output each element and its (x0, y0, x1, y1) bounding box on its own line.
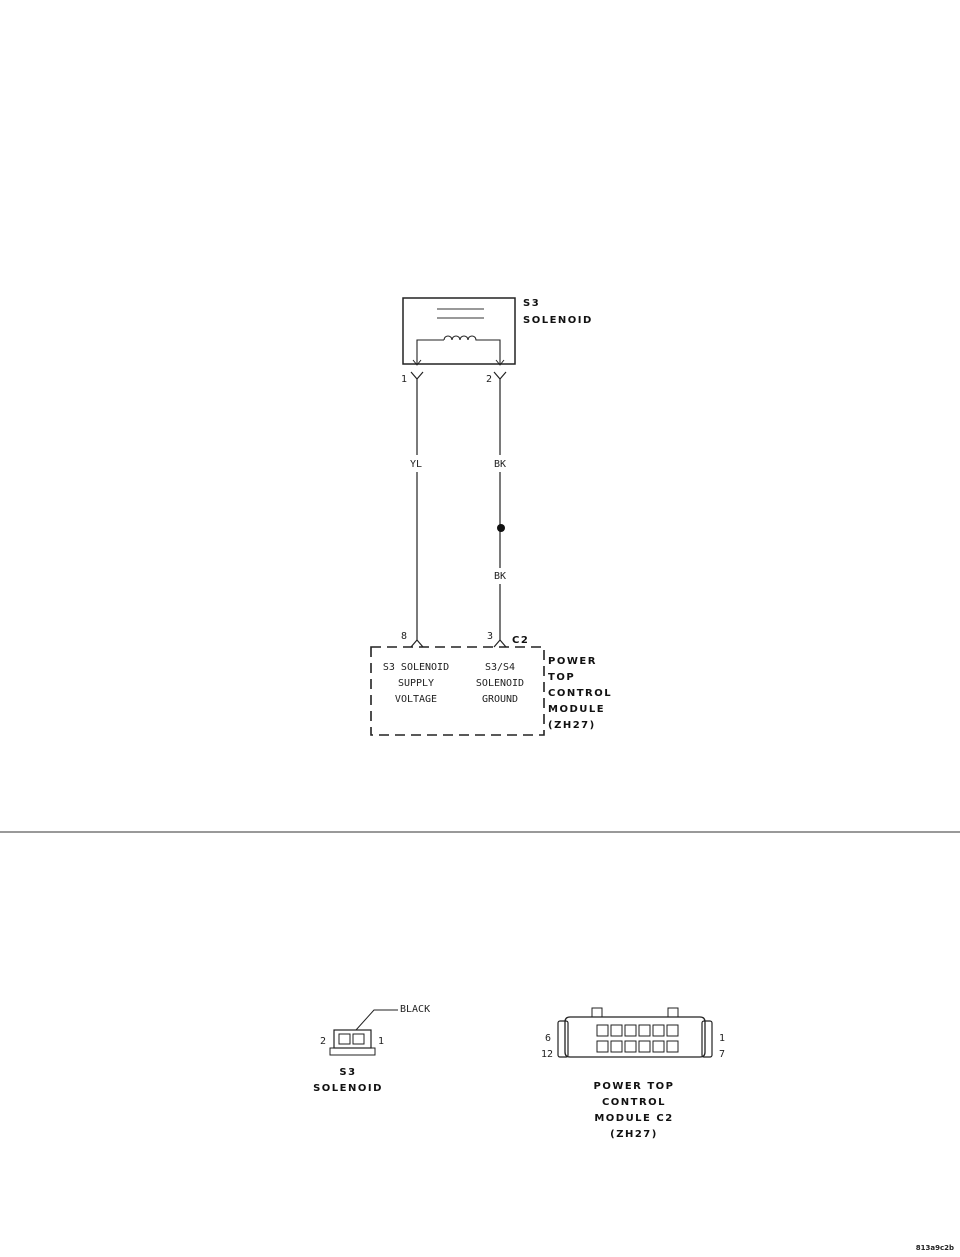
connector-latch (702, 1021, 712, 1057)
connector-base (330, 1048, 375, 1055)
terminal-icon (494, 640, 506, 647)
module-outline (371, 647, 544, 735)
connector-title: POWER TOP (593, 1081, 675, 1092)
circuit-label: SOLENOID (475, 678, 525, 689)
pin-cavity (339, 1034, 350, 1044)
pin-number: 1 (719, 1033, 726, 1044)
connector-key (668, 1008, 678, 1017)
terminal-icon (494, 372, 506, 379)
pin-cavity (353, 1034, 364, 1044)
connector-title: SOLENOID (313, 1083, 383, 1094)
circuit-label: S3/S4 (484, 662, 516, 673)
pin-cavity (667, 1041, 678, 1052)
pin-cavity (639, 1041, 650, 1052)
connector-title: S3 (339, 1067, 357, 1078)
splice-dot (497, 524, 505, 532)
circuit-label: S3 SOLENOID (382, 662, 450, 673)
pin-cavities-top (597, 1025, 678, 1036)
pin-number: 6 (545, 1033, 552, 1044)
leader-line (356, 1010, 398, 1030)
wires (410, 379, 506, 640)
pin-number: 1 (378, 1036, 385, 1047)
pin-cavity (653, 1041, 664, 1052)
ptcm-c2-connector-view (541, 1008, 725, 1140)
module-title: POWER (548, 656, 597, 667)
connector-latch (558, 1021, 568, 1057)
terminal-icon (411, 640, 423, 647)
pin-cavity (625, 1041, 636, 1052)
s3-connector-view (313, 1004, 430, 1094)
pin-number: 3 (487, 631, 494, 642)
solenoid-title: S3 (523, 298, 541, 309)
figure-id: 813a9c2b (915, 1244, 954, 1252)
connector-key (592, 1008, 602, 1017)
solenoid-box (403, 298, 515, 364)
module-title: TOP (548, 672, 576, 683)
module-title: MODULE (548, 704, 606, 715)
terminal-icon (411, 372, 423, 379)
wire-color-label: BK (494, 571, 507, 582)
pin-number: 2 (320, 1036, 327, 1047)
power-top-control-module (371, 631, 612, 735)
coil-icon (417, 336, 500, 364)
pin-cavity (597, 1025, 608, 1036)
pin-number: 8 (401, 631, 408, 642)
circuit-label: SUPPLY (397, 678, 435, 689)
connector-title: (ZH27) (610, 1129, 658, 1140)
pin-number: 2 (486, 374, 493, 385)
module-title: (ZH27) (548, 720, 596, 731)
pin-cavity (611, 1041, 622, 1052)
pin-cavities-bottom (597, 1041, 678, 1052)
pin-cavity (653, 1025, 664, 1036)
module-title: CONTROL (548, 688, 613, 699)
circuit-label: GROUND (481, 694, 519, 705)
connector-title: CONTROL (601, 1097, 667, 1108)
solenoid-title: SOLENOID (523, 315, 593, 326)
s3-solenoid-component (403, 298, 593, 365)
connector-title: MODULE C2 (594, 1113, 674, 1124)
pin-cavity (625, 1025, 636, 1036)
circuit-label: VOLTAGE (394, 694, 438, 705)
connector-label: C2 (512, 635, 530, 646)
pin-cavity (667, 1025, 678, 1036)
connector-body (565, 1017, 705, 1057)
pin-cavity (611, 1025, 622, 1036)
wire-color-label: YL (410, 459, 423, 470)
pin-number: 7 (719, 1049, 726, 1060)
pin-cavity (597, 1041, 608, 1052)
connector-color-label: BLACK (400, 1004, 431, 1015)
pin-cavity (639, 1025, 650, 1036)
pin-number: 1 (401, 374, 408, 385)
wire-color-label: BK (494, 459, 507, 470)
pin-number: 12 (541, 1049, 554, 1060)
